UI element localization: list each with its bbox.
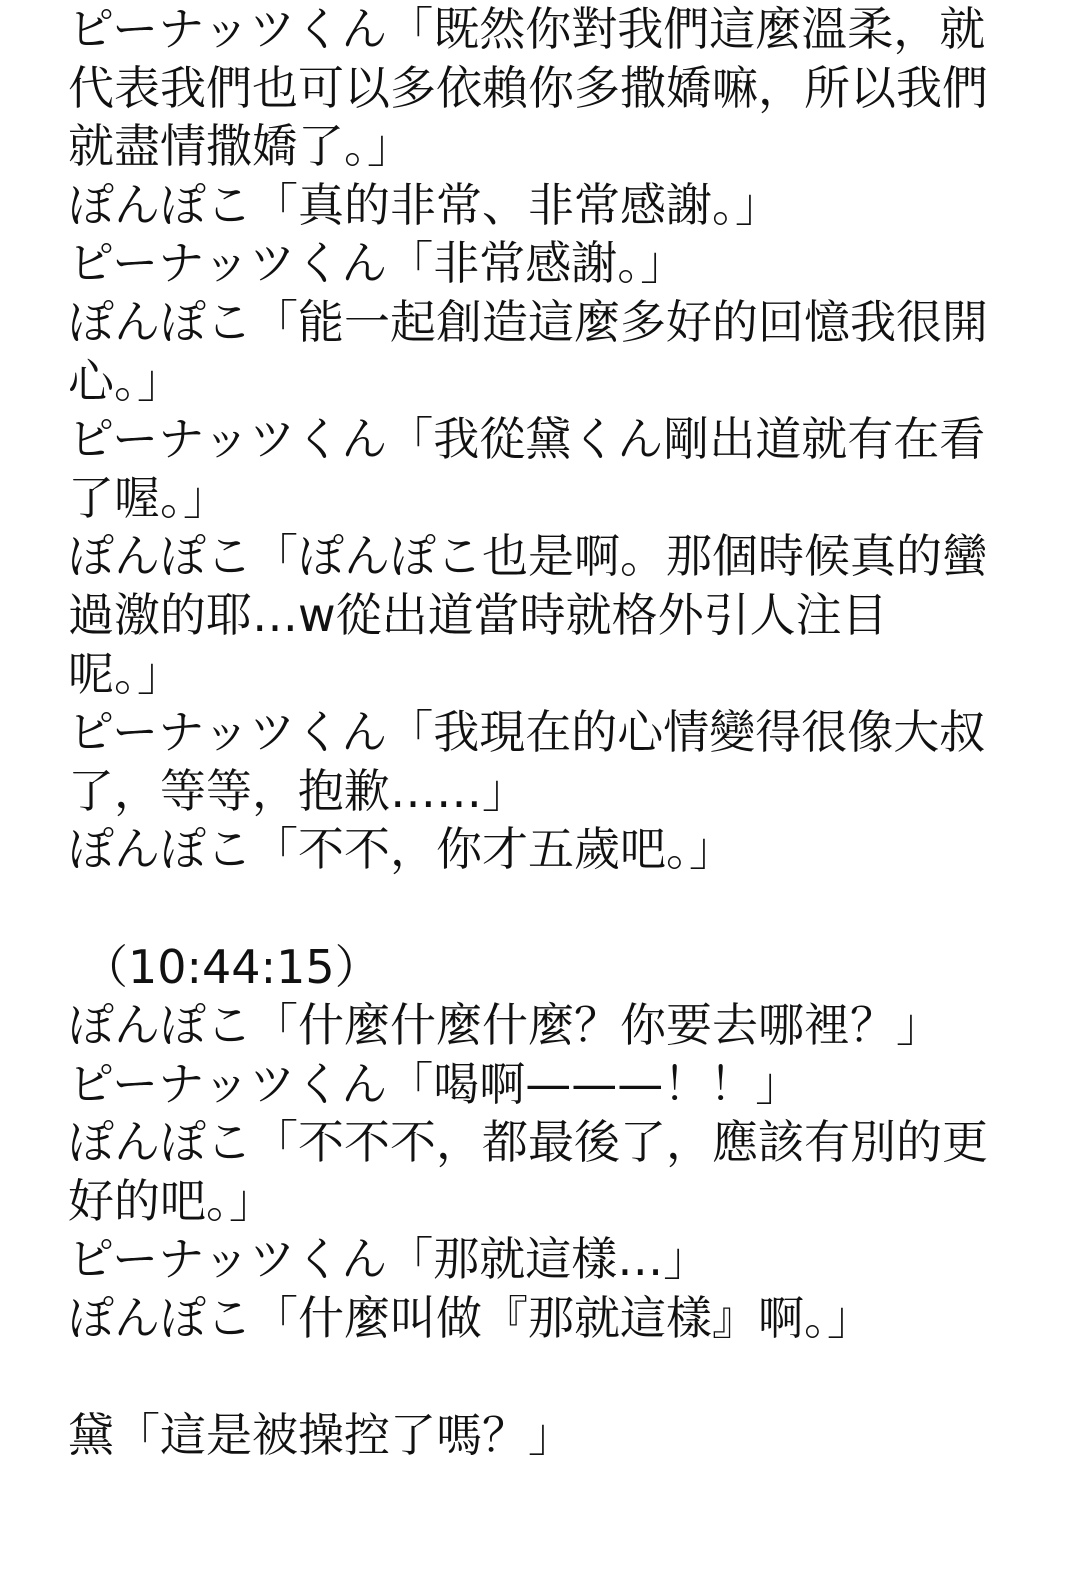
transcript-line: ピーナッツくん「非常感謝。」 bbox=[68, 236, 687, 291]
transcript-line: ピーナッツくん「我現在的心情變得很像大叔 bbox=[68, 705, 986, 760]
transcript-line: 呢。」 bbox=[68, 646, 183, 701]
transcript-line: ぽんぽこ「不不不，都最後了，應該有別的更 bbox=[68, 1115, 988, 1170]
transcript-line: ピーナッツくん「我從黛くん剛出道就有在看 bbox=[68, 412, 986, 467]
blank-line bbox=[68, 1348, 1008, 1407]
transcript-line: ピーナッツくん「喝啊———！！」 bbox=[68, 1056, 802, 1111]
transcript-line: 過激的耶…w從出道當時就格外引人注目 bbox=[68, 587, 888, 642]
transcript-line: ぽんぽこ「什麼什麼什麼？你要去哪裡？」 bbox=[68, 998, 942, 1053]
transcript-line: 代表我們也可以多依賴你多撒嬌嘛，所以我們 bbox=[68, 60, 988, 115]
transcript-line: ぽんぽこ「什麼叫做『那就這樣』啊。」 bbox=[68, 1291, 873, 1346]
transcript-line: 好的吧。」 bbox=[68, 1173, 275, 1228]
transcript-line: 了喔。」 bbox=[68, 470, 229, 525]
timestamp: （10:44:15） bbox=[82, 939, 381, 994]
transcript-line: ぽんぽこ「真的非常、非常感謝。」 bbox=[68, 177, 781, 232]
transcript-line: ぽんぽこ「不不，你才五歲吧。」 bbox=[68, 822, 735, 877]
blank-line bbox=[68, 879, 1008, 938]
transcript-line: 就盡情撒嬌了。」 bbox=[68, 119, 413, 174]
transcript-line: 心。」 bbox=[68, 353, 183, 408]
transcript-line: 了，等等，抱歉……」 bbox=[68, 763, 528, 818]
transcript-line: ピーナッツくん「既然你對我們這麼溫柔，就 bbox=[68, 2, 986, 56]
transcript-line: ピーナッツくん「那就這樣…」 bbox=[68, 1232, 710, 1287]
transcript-text bbox=[68, 0, 1008, 1465]
transcript-line: ぽんぽこ「ぽんぽこ也是啊。那個時候真的蠻 bbox=[68, 529, 988, 584]
transcript-line: ぽんぽこ「能一起創造這麼多好的回憶我很開 bbox=[68, 294, 988, 349]
transcript-line: 黛「這是被操控了嗎？」 bbox=[68, 1408, 574, 1463]
